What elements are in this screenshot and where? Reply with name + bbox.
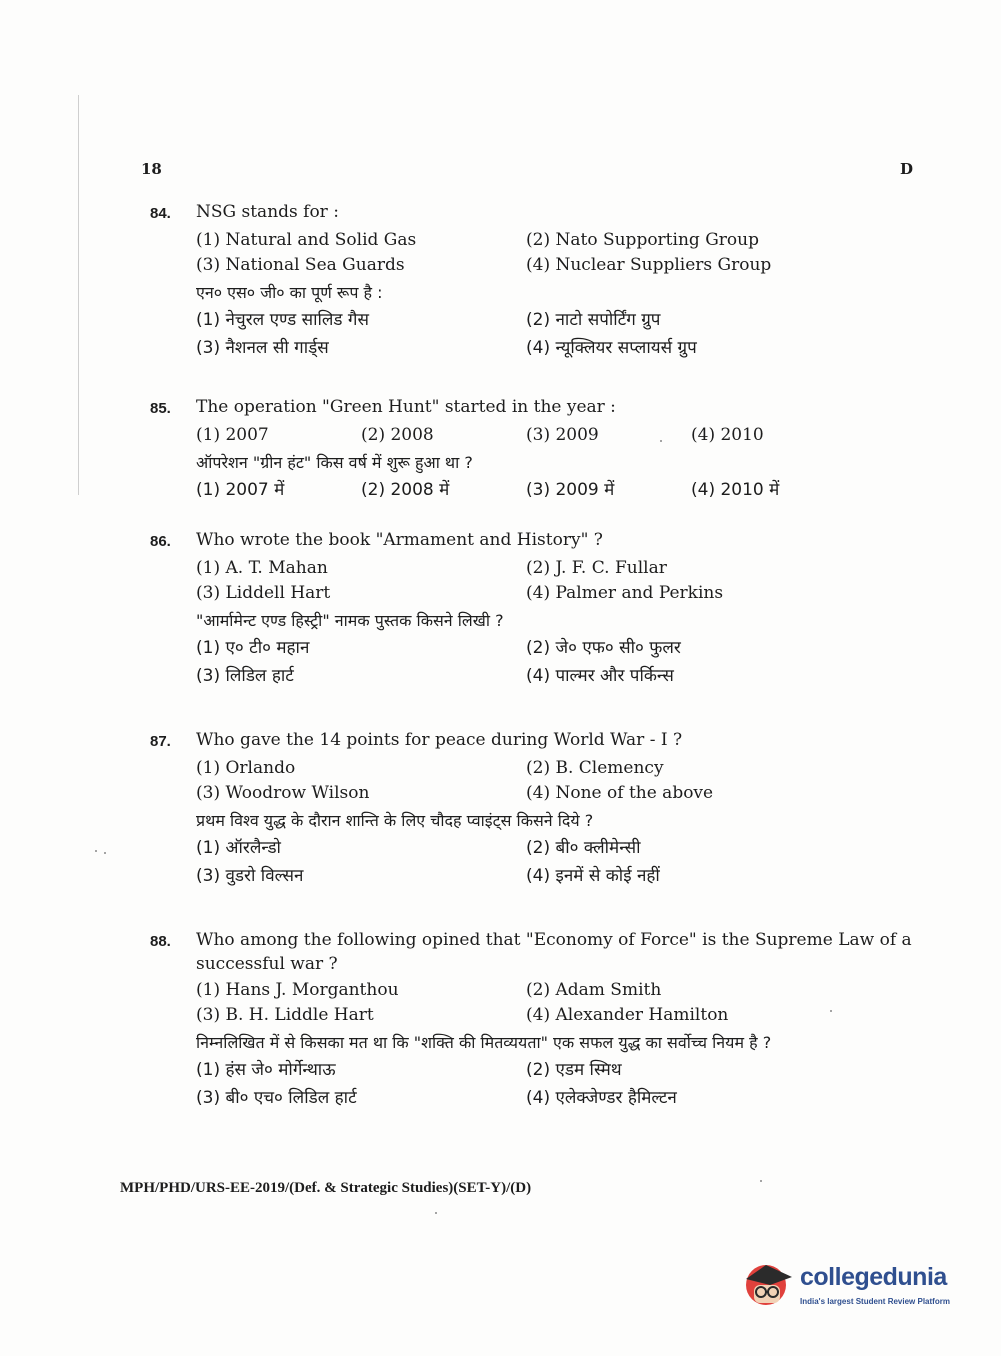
option-en-3: (3) 2009 (526, 425, 599, 445)
question-text-en: The operation "Green Hunt" started in the year : (196, 397, 616, 417)
option-hi-3: (3) लिडिल हार्ट (196, 666, 294, 686)
option-hi-3: (3) वुडरो विल्सन (196, 866, 304, 886)
option-hi-1: (1) ए० टी० महान (196, 638, 310, 658)
question-text-hi: ऑपरेशन "ग्रीन हंट" किस वर्ष में शुरू हुआ था ? (196, 453, 473, 472)
question-text-hi: "आर्मामेन्ट एण्ड हिस्ट्री" नामक पुस्तक किसने लिखी ? (196, 611, 504, 630)
option-en-4: (4) None of the above (526, 783, 714, 803)
scan-speck (760, 1180, 762, 1182)
option-en-3: (3) B. H. Liddle Hart (196, 1005, 374, 1025)
footer-code: MPH/PHD/URS-EE-2019/(Def. & Strategic Studies)(SET-Y)/(D) (120, 1180, 532, 1196)
question-number: 85. (150, 400, 171, 417)
option-en-4: (4) Alexander Hamilton (526, 1005, 729, 1025)
option-hi-1: (1) नेचुरल एण्ड सालिड गैस (196, 310, 369, 330)
option-hi-1: (1) ऑरलैन्डो (196, 838, 281, 858)
question-text-en: Who among the following opined that "Economy of Force" is the Supreme Law of a successful war ? (196, 930, 912, 974)
option-en-1: (1) 2007 (196, 425, 269, 445)
scan-speck (660, 440, 662, 442)
option-en-4: (4) Palmer and Perkins (526, 583, 724, 603)
scan-speck (95, 850, 97, 852)
question-text-en: NSG stands for : (196, 202, 339, 222)
option-en-2: (2) 2008 (361, 425, 434, 445)
question-text-hi: एन० एस० जी० का पूर्ण रूप है : (196, 283, 383, 302)
option-en-2: (2) Nato Supporting Group (526, 230, 759, 250)
option-hi-2: (2) एडम स्मिथ (526, 1060, 622, 1080)
page-number: 18 (141, 160, 162, 178)
question-text-en: Who gave the 14 points for peace during World War - I ? (196, 730, 683, 750)
option-en-1: (1) Natural and Solid Gas (196, 230, 417, 250)
option-hi-4: (4) पाल्मर और पर्किन्स (526, 666, 674, 686)
brand-name: collegedunia (800, 1263, 947, 1291)
option-en-3: (3) National Sea Guards (196, 255, 405, 275)
brand-tagline: India's largest Student Review Platform (800, 1297, 950, 1306)
scan-speck (435, 1212, 437, 1214)
set-code: D (900, 160, 914, 178)
option-en-2: (2) Adam Smith (526, 980, 662, 1000)
option-hi-2: (2) बी० क्लीमेन्सी (526, 838, 641, 858)
option-en-4: (4) 2010 (691, 425, 764, 445)
option-hi-4: (4) इनमें से कोई नहीं (526, 866, 660, 886)
option-hi-4: (4) एलेक्जेण्डर हैमिल्टन (526, 1088, 677, 1108)
option-en-3: (3) Liddell Hart (196, 583, 331, 603)
question-number: 87. (150, 733, 171, 750)
question-text-hi: निम्नलिखित में से किसका मत था कि "शक्ति की मितव्ययता" एक सफल युद्ध का सर्वोच्च नियम है ? (196, 1033, 772, 1052)
option-hi-4: (4) न्यूक्लियर सप्लायर्स ग्रुप (526, 338, 697, 358)
question-text-hi: प्रथम विश्व युद्ध के दौरान शान्ति के लिए चौदह प्वाइंट्स किसने दिये ? (196, 811, 594, 830)
option-hi-1: (1) 2007 में (196, 480, 285, 500)
option-en-2: (2) B. Clemency (526, 758, 664, 778)
question-text-en: Who wrote the book "Armament and History" ? (196, 530, 603, 550)
question-88 (150, 928, 920, 1108)
option-hi-4: (4) 2010 में (691, 480, 780, 500)
question-number: 84. (150, 205, 171, 222)
option-hi-2: (2) 2008 में (361, 480, 450, 500)
question-86 (150, 528, 920, 686)
option-hi-3: (3) बी० एच० लिडिल हार्ट (196, 1088, 357, 1108)
scan-speck (830, 1010, 832, 1012)
option-en-1: (1) A. T. Mahan (196, 558, 328, 578)
question-87 (150, 728, 920, 886)
scan-speck (104, 852, 106, 854)
option-en-2: (2) J. F. C. Fullar (526, 558, 667, 578)
margin-line (78, 95, 79, 495)
question-84 (150, 200, 920, 358)
question-85 (150, 395, 920, 500)
option-en-3: (3) Woodrow Wilson (196, 783, 370, 803)
question-number: 86. (150, 533, 171, 550)
option-en-1: (1) Hans J. Morganthou (196, 980, 399, 1000)
option-hi-2: (2) जे० एफ० सी० फुलर (526, 638, 681, 658)
option-hi-3: (3) नैशनल सी गार्ड्स (196, 338, 329, 358)
collegedunia-logo (740, 1255, 970, 1315)
option-hi-3: (3) 2009 में (526, 480, 615, 500)
mascot-icon (740, 1255, 796, 1311)
question-number: 88. (150, 933, 171, 950)
option-hi-2: (2) नाटो सपोर्टिंग ग्रुप (526, 310, 661, 330)
option-hi-1: (1) हंस जे० मोर्गेन्थाऊ (196, 1060, 336, 1080)
option-en-1: (1) Orlando (196, 758, 296, 778)
option-en-4: (4) Nuclear Suppliers Group (526, 255, 772, 275)
